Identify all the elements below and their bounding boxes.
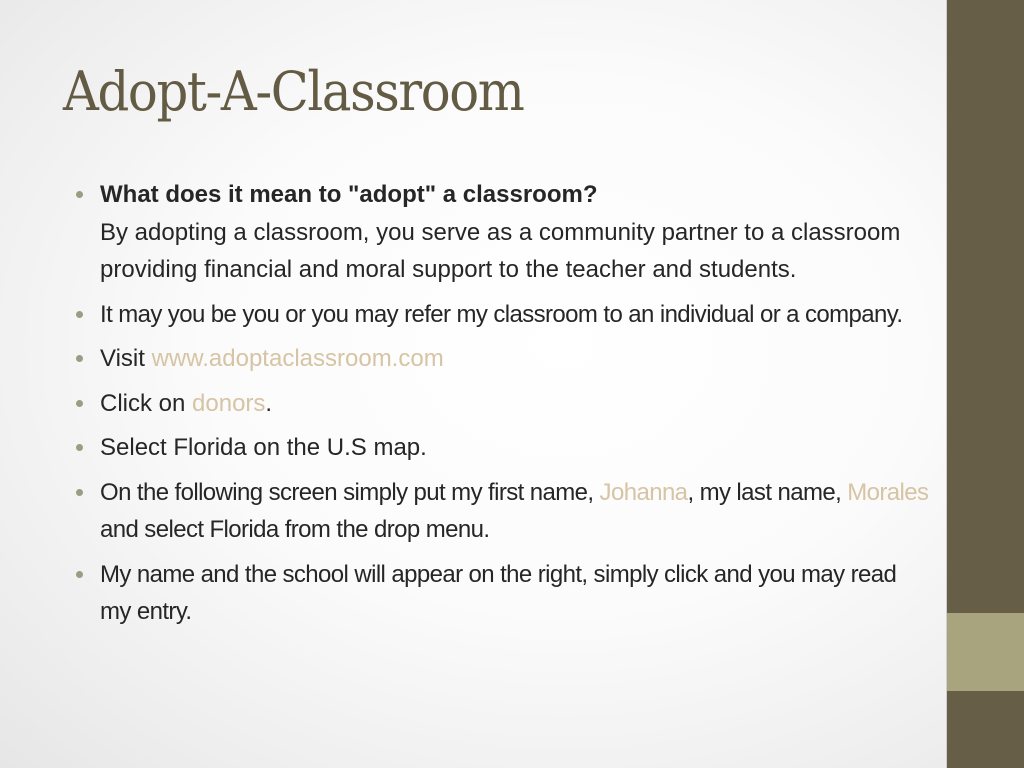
bullet-item-what-is-adopt xyxy=(100,176,930,289)
bullet-dot-icon xyxy=(76,489,83,496)
last-name-highlight: Morales xyxy=(847,478,929,506)
bullet-dot-icon xyxy=(76,444,83,451)
bullet-item-enter-name xyxy=(100,474,930,549)
bullet-text: Visit xyxy=(100,345,152,372)
website-link[interactable]: www.adoptaclassroom.com xyxy=(151,345,444,372)
bullet-text: Select Florida on the U.S map. xyxy=(100,434,427,461)
bullet-item-refer xyxy=(100,296,930,334)
bullet-list xyxy=(100,176,930,638)
bullet-text: Click on xyxy=(100,389,193,417)
bullet-dot-icon xyxy=(76,355,83,362)
bullet-item-visit xyxy=(100,340,930,378)
bullet-dot-icon xyxy=(76,400,83,407)
bullet-item-click-donors xyxy=(100,385,930,423)
bullet-text-middle: , my last name, xyxy=(687,478,848,506)
bullet-question: What does it mean to "adopt" a classroom? xyxy=(100,181,598,208)
bullet-text: My name and the school will appear on the right, simply click and you may read my entry. xyxy=(100,560,897,625)
bullet-dot-icon xyxy=(76,191,83,198)
bullet-text: By adopting a classroom, you serve as a community partner to a classroom providing financial and moral support to the teacher and students. xyxy=(100,218,901,283)
bullet-text-suffix: and select Florida from the drop menu. xyxy=(100,516,490,543)
first-name-highlight: Johanna xyxy=(599,478,688,506)
decorative-sidebar-band xyxy=(947,613,1024,691)
slide-title: Adopt-A-Classroom xyxy=(63,60,524,123)
bullet-text: On the following screen simply put my first name, xyxy=(100,478,600,506)
bullet-text-suffix: . xyxy=(265,389,273,417)
bullet-item-read-entry xyxy=(100,556,930,631)
bullet-item-select-florida xyxy=(100,429,930,467)
bullet-dot-icon xyxy=(76,311,83,318)
donors-link[interactable]: donors xyxy=(192,389,266,417)
bullet-text: It may you be you or you may refer my classroom to an individual or a company. xyxy=(100,300,903,328)
bullet-dot-icon xyxy=(76,571,83,578)
